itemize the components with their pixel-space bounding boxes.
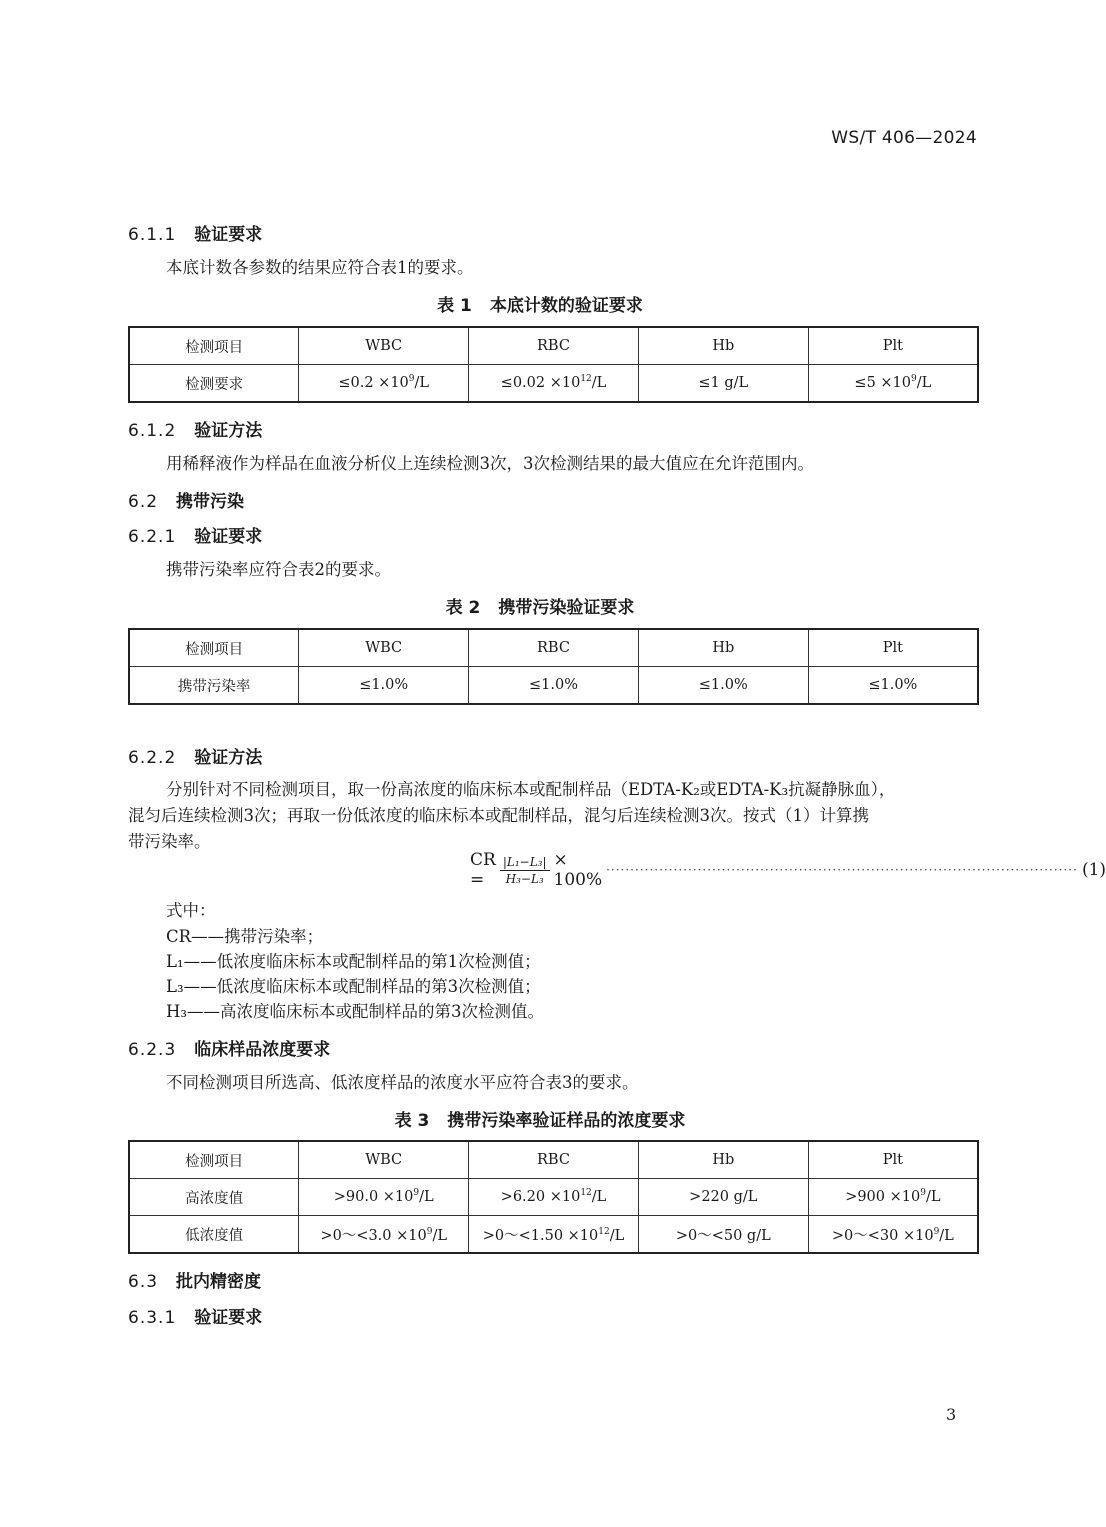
table-cell: $>6.20 \times 10^{12}/L$ xyxy=(469,1179,639,1216)
table-cell: ≤1.0% xyxy=(299,667,469,705)
paragraph-line: 带污染率。 xyxy=(128,832,211,851)
section-number: 6.3.1 xyxy=(128,1308,177,1328)
formula-numerator: |L₁−L₃| xyxy=(500,855,550,871)
table-header-row xyxy=(129,629,978,667)
table-cell: RBC xyxy=(469,327,639,365)
table-cell: Hb xyxy=(638,1141,808,1179)
table-cell: 低浓度值 xyxy=(129,1216,299,1254)
table-cell: $>90.0 \times 10^9/L$ xyxy=(299,1179,469,1216)
table-cell: WBC xyxy=(299,629,469,667)
where-item: CR——携带污染率； xyxy=(166,927,324,946)
section-title: 携带污染 xyxy=(176,492,245,512)
table-cell: WBC xyxy=(299,1141,469,1179)
page-number: 3 xyxy=(946,1405,957,1424)
paragraph-line: 混匀后连续检测3次；再取一份低浓度的临床标本或配制样品，混匀后连续检测3次。按式（1）计算携 xyxy=(128,806,869,825)
table-cell: 携带污染率 xyxy=(129,667,299,705)
caption-title: 携带污染率验证样品的浓度要求 xyxy=(447,1111,686,1131)
where-intro: 式中： xyxy=(166,901,216,920)
where-item: H₃——高浓度临床标本或配制样品的第3次检测值。 xyxy=(166,1002,545,1021)
section-number: 6.1.2 xyxy=(128,421,177,441)
paragraph: 不同检测项目所选高、低浓度样品的浓度水平应符合表3的要求。 xyxy=(166,1073,639,1092)
table-cell: ≤1 g/L xyxy=(638,365,808,403)
caption-number: 表 3 xyxy=(394,1111,430,1131)
table-2-caption xyxy=(0,593,1080,618)
table-3 xyxy=(128,1140,979,1254)
where-item: L₁——低浓度临床标本或配制样品的第1次检测值； xyxy=(166,952,541,971)
formula-1 xyxy=(470,850,1106,890)
table-cell: 检测项目 xyxy=(129,629,299,667)
section-6-2-3-heading xyxy=(128,1035,330,1060)
section-number: 6.2.1 xyxy=(128,527,177,547)
table-cell: Plt xyxy=(808,327,978,365)
section-number: 6.2.2 xyxy=(128,748,177,768)
section-number: 6.1.1 xyxy=(128,225,177,245)
table-cell: RBC xyxy=(469,1141,639,1179)
table-cell: $>900 \times 10^9/L$ xyxy=(808,1179,978,1216)
table-cell: >220 g/L xyxy=(638,1179,808,1216)
table-cell: >0～<1.50 $\times 10^{12}/L$ xyxy=(469,1216,639,1254)
caption-title: 本底计数的验证要求 xyxy=(489,296,643,316)
table-cell: $\le 0.02 \times 10^{12}/L$ xyxy=(469,365,639,403)
formula-label: (1) xyxy=(1081,860,1106,880)
section-title: 验证要求 xyxy=(194,527,263,547)
table-cell: Hb xyxy=(638,629,808,667)
paragraph: 携带污染率应符合表2的要求。 xyxy=(166,560,391,579)
formula-lhs: CR = xyxy=(470,850,496,890)
document-code: WS/T 406—2024 xyxy=(831,128,977,148)
section-number: 6.2.3 xyxy=(128,1040,177,1060)
table-cell: Plt xyxy=(808,1141,978,1179)
section-6-2-2-heading xyxy=(128,743,262,768)
table-cell: 高浓度值 xyxy=(129,1179,299,1216)
table-cell: $\le 5 \times 10^9/L$ xyxy=(808,365,978,403)
section-6-3-1-heading xyxy=(128,1303,262,1328)
caption-number: 表 1 xyxy=(437,296,472,316)
table-cell: 检测要求 xyxy=(129,365,299,403)
section-title: 批内精密度 xyxy=(176,1272,262,1292)
table-cell: $\le 0.2 \times 10^9/L$ xyxy=(299,365,469,403)
where-item: L₃——低浓度临床标本或配制样品的第3次检测值； xyxy=(166,977,541,996)
table-row xyxy=(129,1179,978,1216)
table-cell: 检测项目 xyxy=(129,1141,299,1179)
section-title: 验证方法 xyxy=(194,748,263,768)
section-6-2-heading xyxy=(128,487,244,512)
paragraph: 用稀释液作为样品在血液分析仪上连续检测3次，3次检测结果的最大值应在允许范围内。 xyxy=(166,454,814,473)
table-cell: ≤1.0% xyxy=(808,667,978,705)
table-header-row xyxy=(129,327,978,365)
table-row xyxy=(129,1216,978,1254)
table-3-caption xyxy=(0,1106,1080,1131)
section-6-1-1-heading xyxy=(128,220,262,245)
paragraph: 本底计数各参数的结果应符合表1的要求。 xyxy=(166,258,474,277)
section-number: 6.3 xyxy=(128,1272,159,1292)
caption-title: 携带污染验证要求 xyxy=(498,598,635,618)
paragraph-line: 分别针对不同检测项目，取一份高浓度的临床标本或配制样品（EDTA-K₂或EDTA-K₃抗凝静脉血）， xyxy=(166,780,896,799)
table-row xyxy=(129,365,978,403)
section-title: 验证要求 xyxy=(194,225,263,245)
section-number: 6.2 xyxy=(128,492,159,512)
table-cell: >0～<30 $\times 10^9/L$ xyxy=(808,1216,978,1254)
table-cell: ≤1.0% xyxy=(638,667,808,705)
dot-leader: ·································································································· xyxy=(606,863,1078,877)
table-cell: 检测项目 xyxy=(129,327,299,365)
formula-rhs: × 100% xyxy=(553,850,603,890)
section-title: 临床样品浓度要求 xyxy=(194,1040,331,1060)
table-header-row xyxy=(129,1141,978,1179)
table-cell: Plt xyxy=(808,629,978,667)
table-cell: >0～<3.0 $\times 10^9/L$ xyxy=(299,1216,469,1254)
table-2 xyxy=(128,628,979,705)
table-cell: Hb xyxy=(638,327,808,365)
table-row xyxy=(129,667,978,705)
formula-denominator: H₃−L₃ xyxy=(505,871,544,886)
section-6-1-2-heading xyxy=(128,416,262,441)
formula-fraction xyxy=(500,855,550,886)
table-cell: RBC xyxy=(469,629,639,667)
table-1 xyxy=(128,326,979,403)
section-title: 验证要求 xyxy=(194,1308,263,1328)
section-title: 验证方法 xyxy=(194,421,263,441)
table-cell: ≤1.0% xyxy=(469,667,639,705)
table-cell: >0～<50 g/L xyxy=(638,1216,808,1254)
caption-number: 表 2 xyxy=(445,598,481,618)
table-1-caption xyxy=(0,291,1080,316)
section-6-2-1-heading xyxy=(128,522,262,547)
section-6-3-heading xyxy=(128,1267,261,1292)
table-cell: WBC xyxy=(299,327,469,365)
